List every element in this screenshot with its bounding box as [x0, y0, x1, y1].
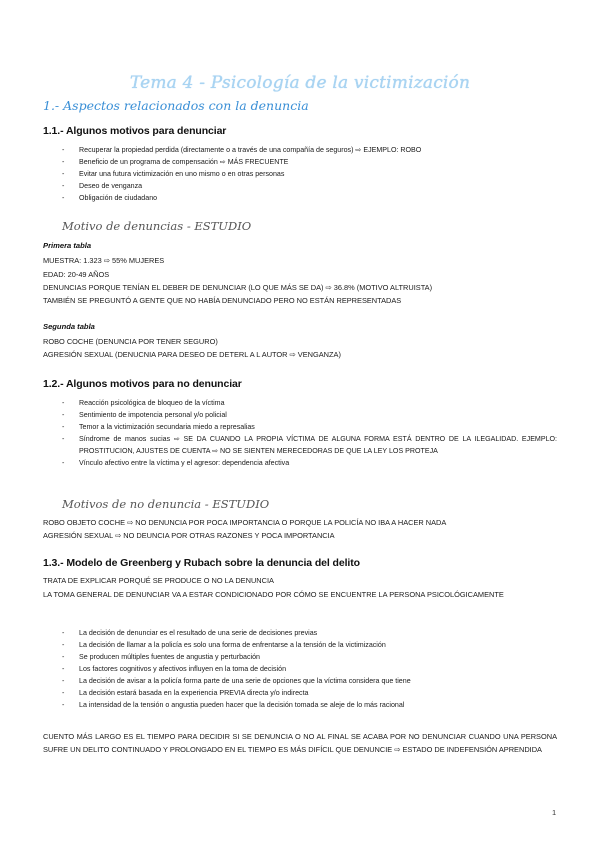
study-title-reporting: Motivo de denuncias - ESTUDIO [62, 219, 252, 233]
list-item: - La decisión de denunciar es el resultado de una serie de decisiones previas [62, 627, 557, 639]
reasons-not-to-report-list [62, 397, 557, 469]
list-item: - La decisión de avisar a la policía forma parte de una serie de opciones que la víctima considera que tiene [62, 675, 557, 687]
list-item: - La decisión de llamar a la policía es solo una forma de enfrentarse a la tensión de la victimización [62, 639, 557, 651]
page-number: 1 [552, 808, 557, 817]
section-1-1-heading: 1.1.- Algunos motivos para denunciar [43, 125, 227, 137]
closing-paragraph: CUENTO MÁS LARGO ES EL TIEMPO PARA DECIDIR SI SE DENUNCIA O NO AL FINAL SE ACABA POR NO DENUNCIAR CUANDO UNA PERSONA SUFRE UN DELITO CONTINUADO Y PROLONGADO EN EL TIEMPO ES MÁS DIFÍCIL QUE DENUNCIE ⇨ ESTADO DE INDEFENSIÓN APRENDIDA [43, 732, 557, 754]
not-reporting-line: ROBO OBJETO COCHE ⇨ NO DENUNCIA POR POCA IMPORTANCIA O PORQUE LA POLICÍA NO IBA A HACER NADA [43, 518, 447, 527]
model-intro: TRATA DE EXPLICAR PORQUÉ SE PRODUCE O NO LA DENUNCIA [43, 576, 274, 585]
table-1-line: EDAD: 20-49 AÑOS [43, 270, 110, 279]
list-item: - La decisión estará basada en la experiencia PREVIA directa y/o indirecta [62, 687, 557, 699]
model-intro-2: LA TOMA GENERAL DE DENUNCIAR VA A ESTAR CONDICIONADO POR CÓMO SE ENCUENTRE LA PERSONA PSICOLÓGICAMENTE [43, 590, 504, 599]
list-item: - La intensidad de la tensión o angustia pueden hacer que la decisión tomada se aleje de lo más racional [62, 699, 557, 711]
table-1-label: Primera tabla [43, 241, 92, 250]
list-item: - Obligación de ciudadano [62, 192, 557, 204]
table-1-line: TAMBIÉN SE PREGUNTÓ A GENTE QUE NO HABÍA DENUNCIADO PERO NO ESTÁN REPRESENTADAS [43, 296, 402, 305]
section-1-heading: 1.- Aspectos relacionados con la denuncia [43, 98, 309, 113]
list-item: - Evitar una futura victimización en uno mismo o en otras personas [62, 168, 557, 180]
document-title: Tema 4 - Psicología de la victimización [129, 73, 471, 93]
not-reporting-line: AGRESIÓN SEXUAL ⇨ NO DEUNCIA POR OTRAS RAZONES Y POCA IMPORTANCIA [43, 531, 335, 540]
study-title-not-reporting: Motivos de no denuncia - ESTUDIO [62, 497, 270, 511]
model-points-list [62, 627, 557, 711]
list-item: - Deseo de venganza [62, 180, 557, 192]
table-1-line: MUESTRA: 1.323 ⇨ 55% MUJERES [43, 256, 165, 265]
list-item: - Beneficio de un programa de compensación ⇨ MÁS FRECUENTE [62, 156, 557, 168]
list-item: - Vínculo afectivo entre la víctima y el agresor: dependencia afectiva [62, 457, 557, 469]
list-item: - Temor a la victimización secundaria miedo a represalias [62, 421, 557, 433]
table-2-line: ROBO COCHE (DENUNCIA POR TENER SEGURO) [43, 337, 218, 346]
reasons-to-report-list [62, 144, 557, 204]
table-2-label: Segunda tabla [43, 322, 95, 331]
list-item: - Recuperar la propiedad perdida (directamente o a través de una compañía de seguros) ⇨ EJEMPLO: ROBO [62, 144, 557, 156]
list-item: - Los factores cognitivos y afectivos influyen en la toma de decisión [62, 663, 557, 675]
table-2-line: AGRESIÓN SEXUAL (DENUCNIA PARA DESEO DE DETERL A L AUTOR ⇨ VENGANZA) [43, 350, 341, 359]
section-1-3-heading: 1.3.- Modelo de Greenberg y Rubach sobre la denuncia del delito [43, 557, 360, 569]
section-1-2-heading: 1.2.- Algunos motivos para no denunciar [43, 378, 242, 390]
list-item: - Se producen múltiples fuentes de angustia y perturbación [62, 651, 557, 663]
list-item: - Reacción psicológica de bloqueo de la víctima [62, 397, 557, 409]
list-item: - Sentimiento de impotencia personal y/o policial [62, 409, 557, 421]
table-1-line: DENUNCIAS PORQUE TENÍAN EL DEBER DE DENUNCIAR (LO QUE MÁS SE DA) ⇨ 36.8% (MOTIVO ALTRUISTA) [43, 283, 433, 292]
list-item: - Síndrome de manos sucias ⇨ SE DA CUANDO LA PROPIA VÍCTIMA DE ALGUNA FORMA ESTÁ DENTRO DE LA ILEGALIDAD. EJEMPLO: PROSTITUCION, AJUSTES DE CUENTA ⇨ NO SE SIENTEN MERECEDORAS DE QUE LA LEY LOS PROTEJA [62, 433, 557, 457]
